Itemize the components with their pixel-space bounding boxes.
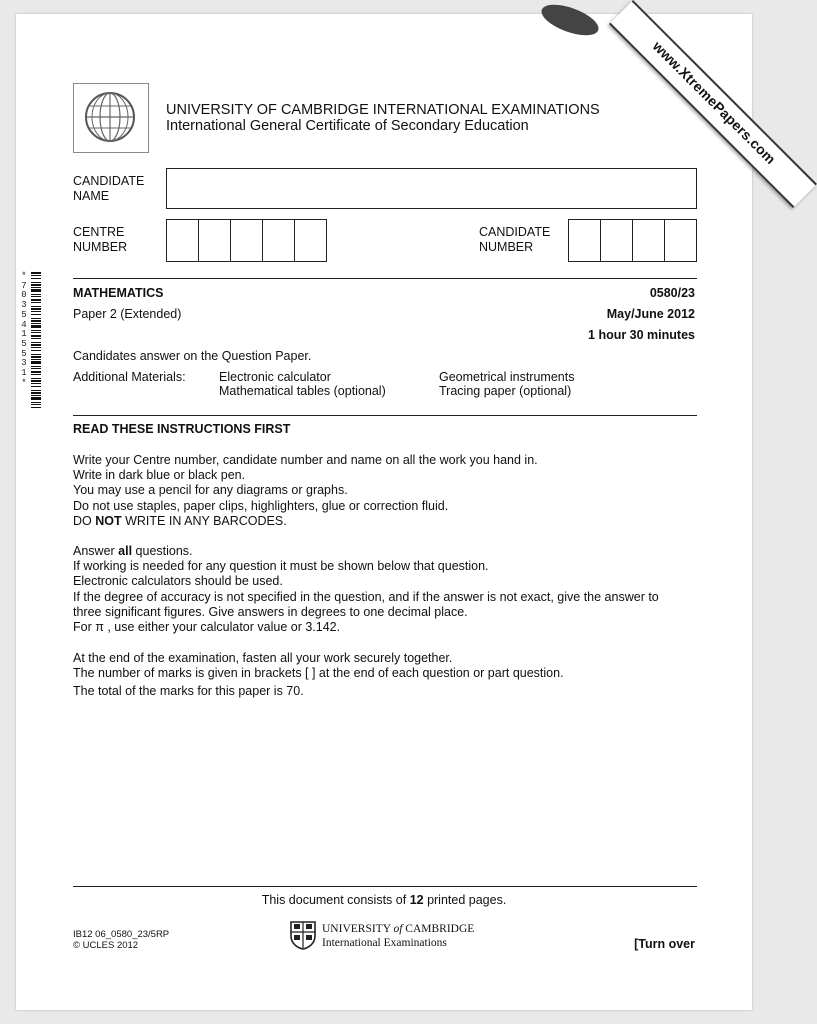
globe-icon bbox=[82, 89, 138, 145]
instruction-line: Electronic calculators should be used. bbox=[73, 574, 283, 589]
instructions-block-1 bbox=[73, 453, 538, 529]
watermark-text: www.XtremePapers.com bbox=[649, 37, 780, 168]
candidate-name-label-line1: CANDIDATE bbox=[73, 174, 145, 188]
centre-number-cell[interactable] bbox=[262, 219, 295, 262]
instruction-line-answer bbox=[73, 544, 659, 559]
candidate-name-label bbox=[73, 174, 144, 204]
centre-number-label-line2: NUMBER bbox=[73, 240, 128, 254]
divider-middle bbox=[73, 415, 697, 416]
instructions-block-3 bbox=[73, 651, 564, 681]
divider-bottom bbox=[73, 886, 697, 887]
centre-number-cell[interactable] bbox=[166, 219, 199, 262]
logo-cambridge: CAMBRIDGE bbox=[402, 923, 475, 935]
paper-reference: IB12 06_0580_23/5RP bbox=[73, 929, 170, 940]
centre-number-cell[interactable] bbox=[230, 219, 263, 262]
exam-duration: 1 hour 30 minutes bbox=[588, 328, 695, 342]
exam-session: May/June 2012 bbox=[606, 307, 695, 321]
instruction-do: DO bbox=[73, 513, 96, 528]
paper-name: Paper 2 (Extended) bbox=[73, 307, 182, 321]
candidate-number-cell[interactable] bbox=[664, 219, 697, 262]
cambridge-logo-line1 bbox=[322, 922, 474, 936]
barcode-text: * 7 0 3 5 4 1 5 5 3 1 * bbox=[21, 271, 27, 388]
candidate-name-label-line2: NAME bbox=[73, 189, 110, 203]
cambridge-crest-icon bbox=[289, 920, 317, 950]
instruction-line: Write your Centre number, candidate number and name on all the work you hand in. bbox=[73, 453, 538, 467]
instruction-line-pi: For π , use either your calculator value or 3.142. bbox=[73, 620, 341, 635]
ribbon-curl bbox=[538, 0, 603, 42]
instruction-all: all bbox=[118, 544, 133, 558]
material-item: Mathematical tables (optional) bbox=[219, 384, 386, 398]
certificate-title: International General Certificate of Secondary Education bbox=[166, 118, 529, 134]
candidate-number-label bbox=[479, 225, 550, 255]
instruction-not: NOT bbox=[95, 513, 122, 528]
instructions-block-2 bbox=[73, 544, 659, 635]
turn-over: [Turn over bbox=[634, 937, 695, 951]
material-item: Electronic calculator bbox=[219, 370, 331, 384]
instruction-line: Do not use staples, paper clips, highlighters, glue or correction fluid. bbox=[73, 498, 449, 513]
instruction-line: You may use a pencil for any diagrams or graphs. bbox=[73, 483, 348, 498]
candidate-number-label-line1: CANDIDATE bbox=[479, 225, 551, 239]
subject-title: MATHEMATICS bbox=[73, 286, 164, 300]
centre-number-cell[interactable] bbox=[294, 219, 327, 262]
instruction-line: At the end of the examination, fasten all your work securely together. bbox=[73, 651, 453, 665]
copyright: © UCLES 2012 bbox=[73, 940, 139, 951]
candidate-name-field[interactable] bbox=[166, 168, 697, 209]
instruction-line: The number of marks is given in brackets [ ] at the end of each question or part question. bbox=[73, 666, 564, 681]
candidate-number-cell[interactable] bbox=[632, 219, 665, 262]
instruction-line-barcodes bbox=[73, 514, 538, 529]
page-count bbox=[16, 893, 752, 908]
globe-logo bbox=[73, 83, 149, 153]
cambridge-logo-line2: International Examinations bbox=[322, 937, 447, 949]
cambridge-logo-text bbox=[322, 922, 474, 950]
page-count-post: printed pages. bbox=[423, 893, 507, 907]
paper-code: 0580/23 bbox=[649, 286, 695, 300]
logo-of: of bbox=[393, 923, 403, 935]
centre-number-cell[interactable] bbox=[198, 219, 231, 262]
candidate-number-field[interactable] bbox=[569, 219, 697, 262]
instructions-heading: READ THESE INSTRUCTIONS FIRST bbox=[73, 422, 291, 436]
centre-number-field[interactable] bbox=[167, 219, 327, 262]
footer-reference bbox=[73, 929, 169, 951]
candidate-number-cell[interactable] bbox=[568, 219, 601, 262]
university-title: UNIVERSITY OF CAMBRIDGE INTERNATIONAL EXAMINATIONS bbox=[166, 102, 600, 118]
instruction-line: If working is needed for any question it must be shown below that question. bbox=[73, 559, 489, 574]
material-item: Geometrical instruments bbox=[439, 370, 575, 384]
material-item: Tracing paper (optional) bbox=[439, 384, 572, 398]
page-count-pre: This document consists of bbox=[261, 893, 410, 907]
candidate-number-cell[interactable] bbox=[600, 219, 633, 262]
instruction-questions: questions. bbox=[132, 544, 193, 558]
instruction-answer: Answer bbox=[73, 544, 119, 558]
instruction-line: three significant figures. Give answers in degrees to one decimal place. bbox=[73, 604, 468, 619]
candidate-number-label-line2: NUMBER bbox=[479, 240, 534, 254]
instruction-line: Write in dark blue or black pen. bbox=[73, 468, 246, 483]
page-count-number: 12 bbox=[409, 893, 424, 907]
divider-top bbox=[73, 278, 697, 279]
answer-note: Candidates answer on the Question Paper. bbox=[73, 349, 312, 363]
centre-number-label-line1: CENTRE bbox=[73, 225, 125, 239]
additional-materials-label: Additional Materials: bbox=[73, 370, 186, 384]
instruction-line: If the degree of accuracy is not specified in the question, and if the answer is not exact, give the answer to bbox=[73, 589, 659, 604]
total-marks: The total of the marks for this paper is 70. bbox=[73, 684, 304, 698]
logo-university: UNIVERSITY bbox=[322, 923, 394, 935]
centre-number-label bbox=[73, 225, 127, 255]
exam-cover-page bbox=[16, 14, 780, 1010]
instruction-barcodes-rest: WRITE IN ANY BARCODES. bbox=[121, 513, 287, 528]
